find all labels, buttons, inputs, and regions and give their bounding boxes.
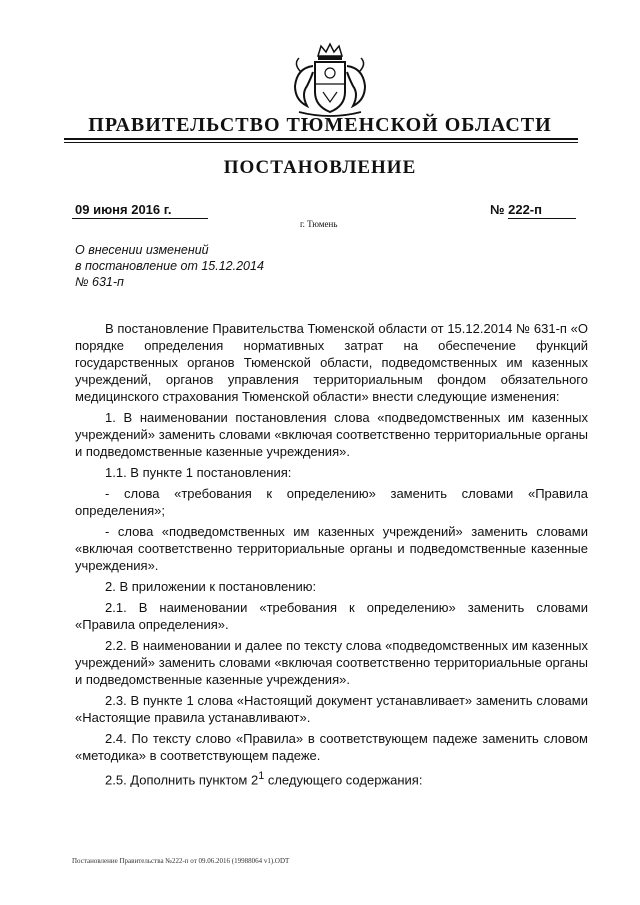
header-rule-thick	[64, 138, 578, 140]
government-title: ПРАВИТЕЛЬСТВО ТЮМЕНСКОЙ ОБЛАСТИ	[88, 114, 552, 136]
paragraph-2-5	[75, 768, 588, 788]
document-subject	[75, 242, 375, 290]
paragraph-2-3: 2.3. В пункте 1 слова «Настоящий документ устанавливает» заменить словами «Настоящие правила устанавливают».	[75, 693, 588, 725]
subject-line-3: № 631-п	[75, 275, 124, 289]
header-rule-thin	[64, 142, 578, 143]
paragraph-2-1: 2.1. В наименовании «требования к определению» заменить словами «Правила определения».	[75, 600, 588, 632]
document-footer: Постановление Правительства №222-п от 09.06.2016 (19988064 v1).ODT	[72, 857, 290, 865]
document-date: 09 июня 2016 г.	[75, 202, 172, 217]
paragraph-1: 1. В наименовании постановления слова «подведомственных им казенных учреждений» заменить словами «включая соответственно территориальные органы и подведомственные казенные учреждения».	[75, 410, 588, 459]
document-body	[75, 320, 588, 792]
paragraph-2-4: 2.4. По тексту слово «Правила» в соответствующем падеже заменить словом «методика» в соответствующем падеже.	[75, 731, 588, 763]
coat-of-arms-icon	[285, 42, 375, 122]
paragraph-1-1: 1.1. В пункте 1 постановления:	[105, 465, 292, 480]
paragraph-preamble: В постановление Правительства Тюменской области от 15.12.2014 № 631-п «О порядке определения нормативных затрат на обеспечение функций государственных органов Тюменской области, подведомственных им казенных учреждений, органов управления территориальным фондом обязательного медицинского страхования Тюменской области» внести следующие изменения:	[75, 321, 588, 404]
document-type: ПОСТАНОВЛЕНИЕ	[223, 157, 417, 178]
paragraph-1-1-b: - слова «подведомственных им казенных учреждений» заменить словами «включая соответственно территориальные органы и подведомственные казенные учреждения».	[75, 524, 588, 573]
paragraph-2-5-suffix: следующего содержания:	[264, 772, 423, 788]
paragraph-2-5-text: 2.5. Дополнить пунктом 2	[105, 772, 259, 788]
paragraph-1-1-a: - слова «требования к определению» заменить словами «Правила определения»;	[75, 486, 588, 518]
document-city: г. Тюмень	[300, 219, 338, 229]
paragraph-2-2: 2.2. В наименовании и далее по тексту слова «подведомственных им казенных учреждений» заменить словами «включая соответственно территориальные органы и подведомственные казенные учреждения».	[75, 638, 588, 687]
subject-line-1: О внесении изменений	[75, 243, 209, 257]
paragraph-2: 2. В приложении к постановлению:	[105, 579, 317, 594]
number-underline	[508, 218, 576, 219]
date-underline	[72, 218, 208, 219]
document-number: № 222-п	[490, 202, 542, 217]
subject-line-2: в постановление от 15.12.2014	[75, 259, 264, 273]
paragraph-2-5-superscript: 1	[258, 770, 265, 782]
